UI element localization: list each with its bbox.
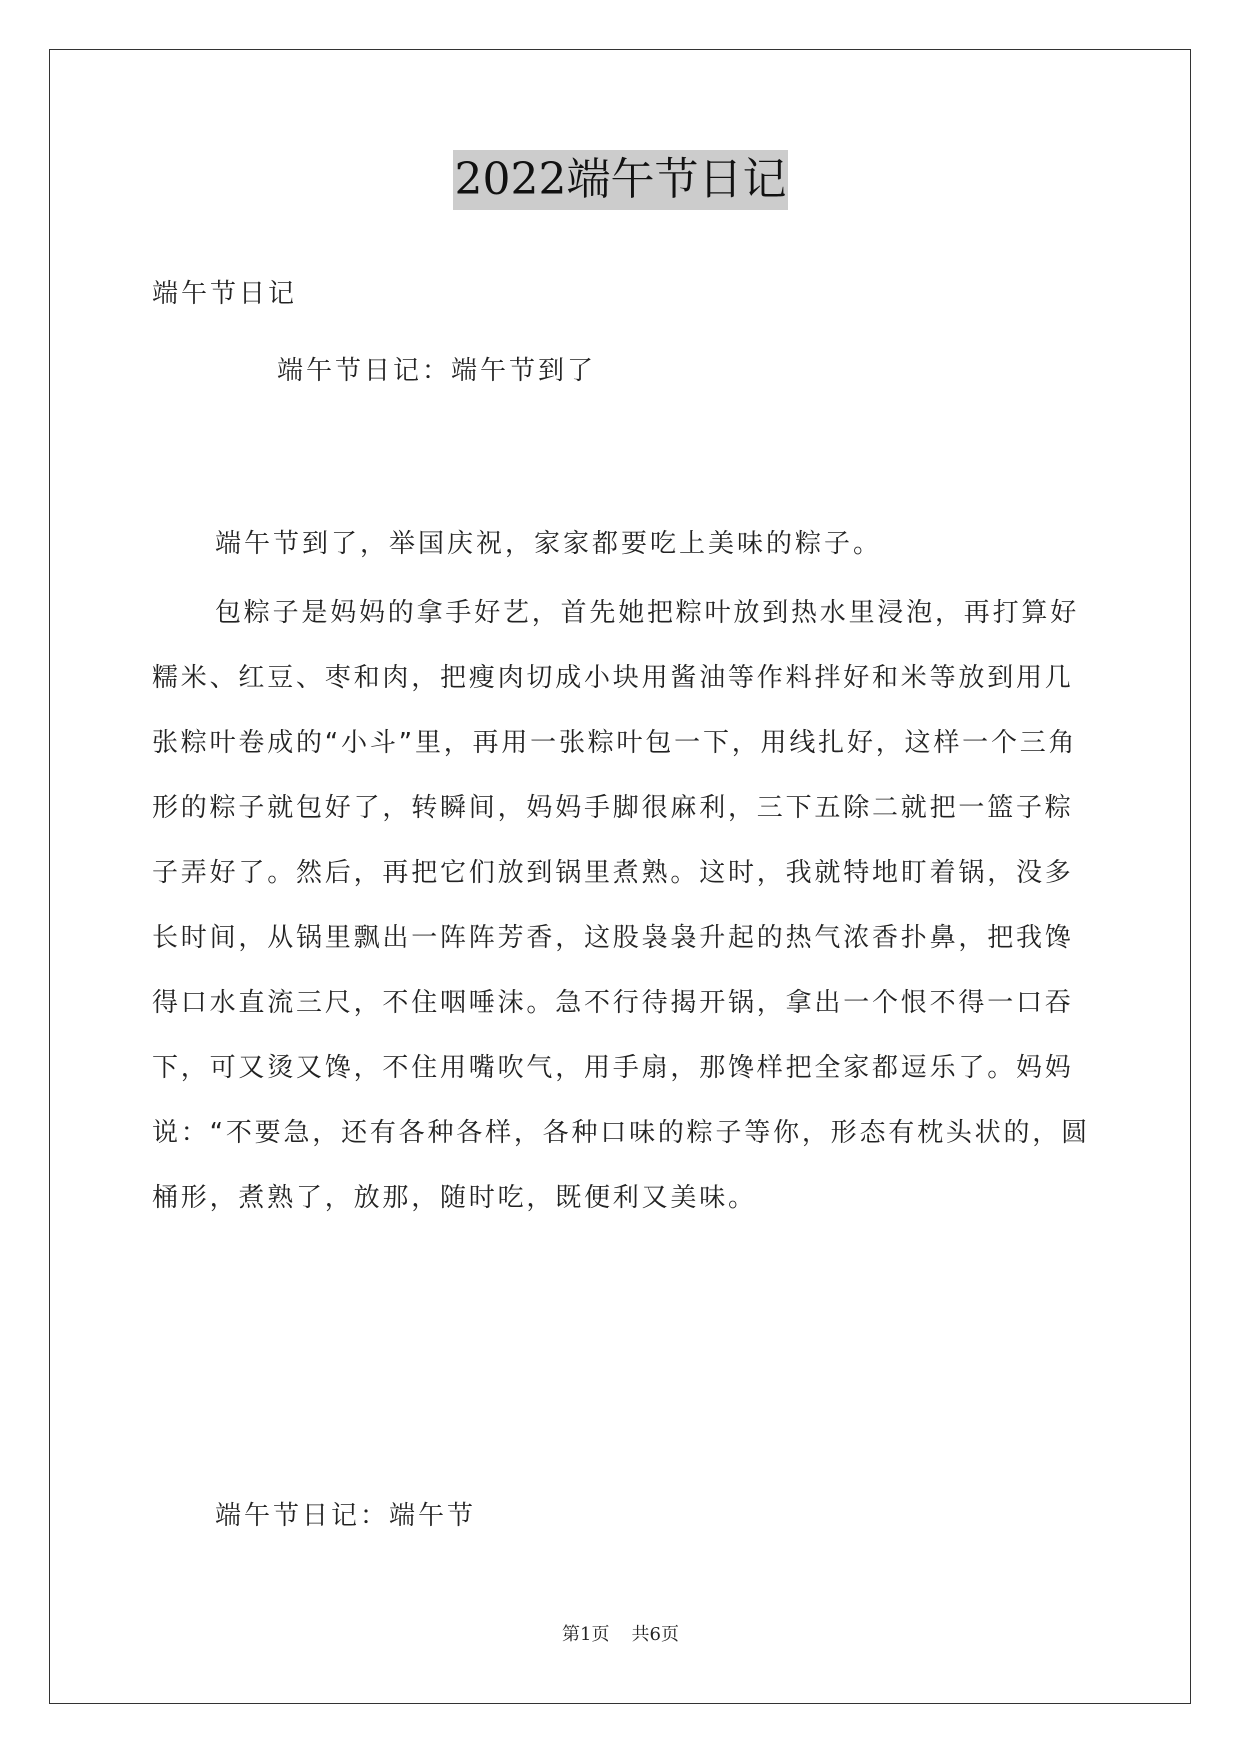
paragraph-1: 端午节到了，举国庆祝，家家都要吃上美味的粽子。 — [215, 529, 883, 559]
title-area — [0, 150, 1241, 210]
document-subtitle: 端午节日记 — [152, 279, 298, 309]
page-total: 共6页 — [631, 1624, 679, 1645]
paragraph-2: 包粽子是妈妈的拿手好艺，首先她把粽叶放到热水里浸泡，再打算好糯米、红豆、枣和肉，把瘦肉切成小块用酱油等作料拌好和米等放到用几张粽叶卷成的“小斗”里，再用一张粽叶包一下，用线扎好，这样一个三角形的粽子就包好了，转瞬间，妈妈手脚很麻利，三下五除二就把一篮子粽子弄好了。然后，再把它们放到锅里煮熟。这时，我就特地盯着锅，没多长时间，从锅里飘出一阵阵芳香，这股袅袅升起的热气浓香扑鼻，把我馋得口水直流三尺，不住咽唾沫。急不行待揭开锅，拿出一个恨不得一口吞下，可又烫又馋，不住用嘴吹气，用手扇，那馋样把全家都逗乐了。妈妈说：“不要急，还有各种各样，各种口味的粽子等你，形态有枕头状的，圆桶形，煮熟了，放那，随时吃，既便利又美味。 — [152, 598, 1090, 1213]
page-footer — [0, 1620, 1241, 1646]
page-number: 第1页 — [562, 1624, 610, 1645]
document-title: 2022端午节日记 — [453, 150, 789, 210]
section-heading: 端午节日记：端午节到了 — [277, 356, 597, 386]
paragraph-3: 端午节日记：端午节 — [215, 1501, 477, 1531]
